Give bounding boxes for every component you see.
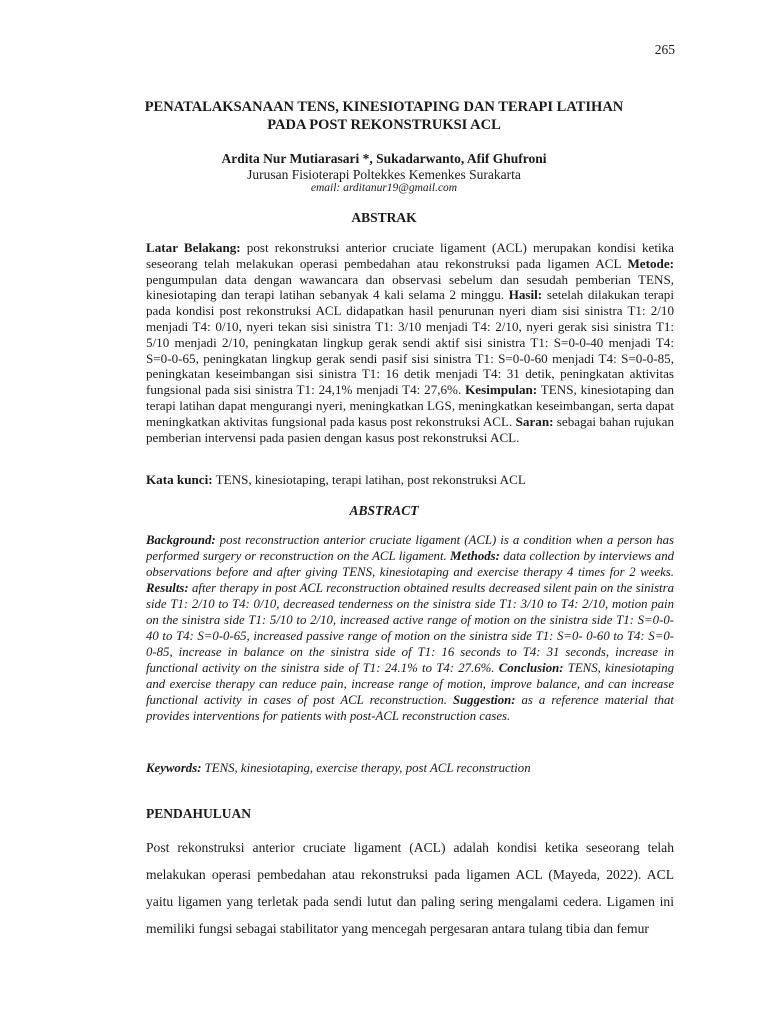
conclusion-text: TENS, kinesiotaping and exercise therapy can reduce pain, increase range of motion, improve balance, and can increase functional activity in cases of post ACL reconstruction. [146,661,674,707]
pendahuluan-paragraph: Post rekonstruksi anterior cruciate ligament (ACL) adalah kondisi ketika seseorang telah melakukan operasi pembedahan atau rekonstruksi pada ligamen ACL (Mayeda, 2022). ACL yaitu ligamen yang terletak pada sendi lutut dan paling sering mengalami cedera. Ligamen ini memiliki fungsi sebagai stabilitator yang mencegah pergesaran antara tulang tibia dan femur [146,840,674,936]
results-text: after therapy in post ACL reconstruction obtained results decreased silent pain on the sinistra side T1: 2/10 to T4: 0/10, decreased tenderness on the sinistra side T1: 3/10 to T4: 2/10, motion pain on the sinistra side T1: 5/10 to 2/10, increased active range of motion on the sinistra side T1: S=0-0-40 to T4: S=0-0-65, increased passive range of motion on the sinistra side T1: S=0- 0-60 to T4: S=0-0-85, increase in balance on the sinistra side of T1: 16 seconds to T4: 31 seconds, increase in functional activity on the sinistra side of T1: 24.1% to T4: 27.6%. [146,581,674,675]
methods-label: Methods: [450,549,500,563]
authors: Ardita Nur Mutiarasari *, Sukadarwanto, Afif Ghufroni [221,151,547,166]
hasil-text: setelah dilakukan terapi pada kondisi post rekonstruksi ACL didapatkan hasil penurunan nyeri diam sisi sinistra T1: 2/10 menjadi T4: 0/10, nyeri tekan sisi sinistra T1: 3/10 menjadi T4: 2/10, nyeri gerak sisi sinistra T1: 5/10 menjadi 2/10, peningkatan lingkup gerak sendi aktif sisi sinistra T1: S=0-0-40 menjadi T4: S=0-0-65, peningkatan lingkup gerak sendi pasif sisi sinistra T1: S=0-0-60 menjadi T4: S=0-0-85, peningkatan keseimbangan sisi sinistra T1: 16 detik menjadi T4: 31 detik, peningkatan aktivitas fungsional pada sisi sinistra T1: 24,1% menjadi T4: 27,6%. [146,287,674,398]
metode-text: pengumpulan data dengan wawancara dan observasi sebelum dan sesudah pemberian TENS, kinesiotaping dan terapi latihan sebanyak 4 kali selama 2 minggu. [146,271,674,303]
author-email: email: arditanur19@gmail.com [310,182,458,194]
title-line-2: PADA POST REKONSTRUKSI ACL [267,117,501,133]
keywords-label: Keywords: [146,761,202,775]
keywords [146,761,674,776]
paper-title [110,98,658,134]
latar-belakang-text: post rekonstruksi anterior cruciate ligament (ACL) merupakan kondisi ketika seseorang telah melakukan operasi pembedahan atau rekonstruksi pada ligamen ACL [146,240,674,271]
suggestion-label: Suggestion: [452,693,516,707]
kesimpulan-text: TENS, kinesiotaping dan terapi latihan dapat mengurangi nyeri, meningkatkan LGS, meningkatkan keseimbangan, serta dapat meningkatkan aktivitas fungsional pada kasus post rekonstruksi ACL. [146,382,674,429]
affiliation: Jurusan Fisioterapi Poltekkes Kemenkes Surakarta [247,167,521,182]
conclusion-label: Conclusion: [498,661,564,675]
abstract-paragraph [146,532,674,724]
metode-label: Metode: [627,255,674,271]
kata-kunci-text: TENS, kinesiotaping, terapi latihan, post rekonstruksi ACL [212,472,526,487]
background-text: post reconstruction anterior cruciate ligament (ACL) is a condition when a person has performed surgery or reconstruction on the ACL ligament. [146,533,674,563]
latar-belakang-label: Latar Belakang: [146,240,241,255]
hasil-label: Hasil: [508,287,543,303]
pendahuluan-heading: PENDAHULUAN [146,806,252,821]
title-line-1: PENATALAKSANAAN TENS, KINESIOTAPING DAN TERAPI LATIHAN [144,99,624,115]
suggestion-text: as a reference material that provides interventions for patients with post-ACL reconstruction cases. [146,693,674,723]
saran-text: sebagai bahan rujukan pemberian intervensi pada pasien dengan kasus post rekonstruksi ACL. [146,413,674,445]
kata-kunci [146,472,674,488]
abstrak-paragraph [146,240,674,445]
saran-label: Saran: [515,413,554,429]
abstrak-heading: ABSTRAK [351,210,417,225]
abstract-heading: ABSTRACT [349,503,419,518]
kata-kunci-label: Kata kunci: [146,472,213,487]
page-number: 265 [654,42,675,57]
kesimpulan-label: Kesimpulan: [465,382,538,398]
results-label: Results: [146,581,189,595]
background-label: Background: [146,533,216,547]
methods-text: data collection by interviews and observations before and after giving TENS, kinesiotaping and exercise therapy 4 times for 2 weeks. [146,549,674,579]
keywords-text: TENS, kinesiotaping, exercise therapy, post ACL reconstruction [201,761,531,775]
